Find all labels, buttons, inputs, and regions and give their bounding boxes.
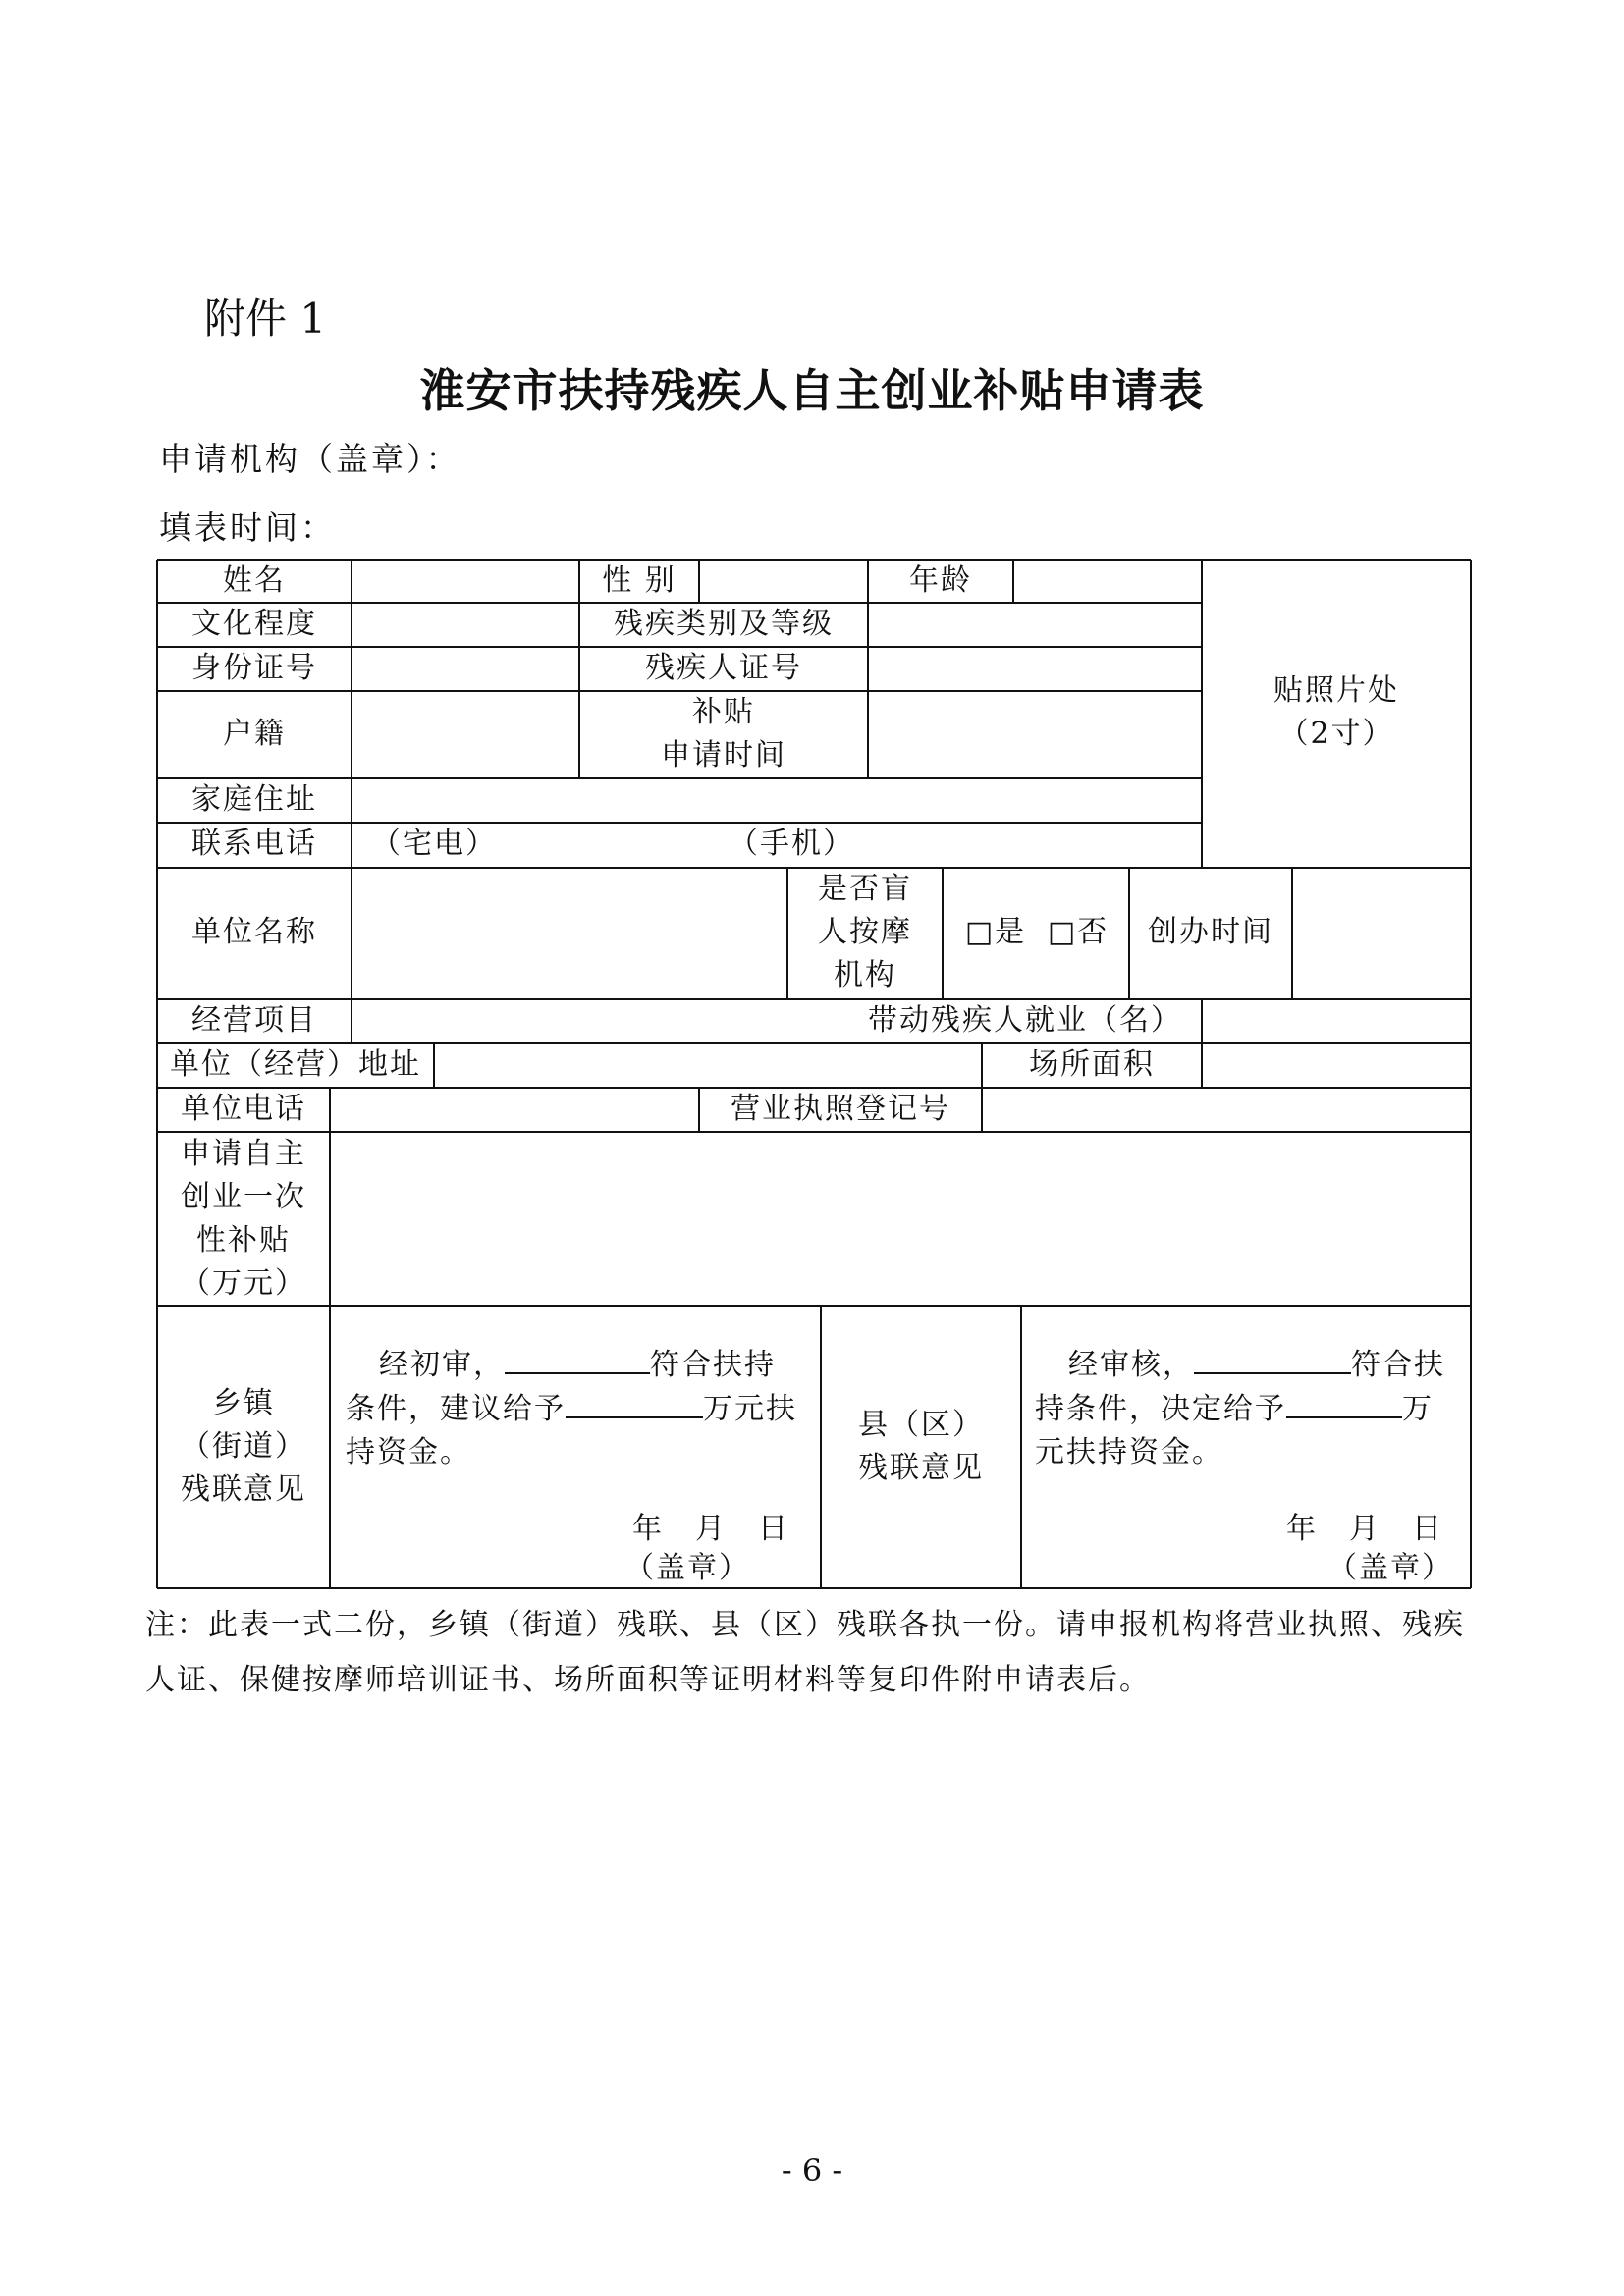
town-text-4: 万元扶: [703, 1392, 797, 1426]
town-label-2: （街道）: [181, 1429, 306, 1464]
name-label: 姓名: [223, 563, 286, 598]
county-name-blank[interactable]: [1194, 1343, 1351, 1374]
founded-time-label: 创办时间: [1148, 915, 1273, 949]
unit-phone-label: 单位电话: [181, 1092, 306, 1126]
employ-disabled-label: 带动残疾人就业（名）: [868, 1003, 1182, 1038]
attachment-label: 附件 1: [204, 294, 327, 343]
disability-type-label: 残疾类别及等级: [614, 607, 834, 641]
household-label: 户籍: [223, 717, 286, 751]
photo-size: （2寸）: [1278, 717, 1394, 751]
yes-checkbox[interactable]: □是: [964, 915, 1027, 949]
form-title: 淮安市扶持残疾人自主创业补贴申请表: [419, 364, 1205, 417]
blind-massage-label-1: 是否盲: [818, 872, 912, 906]
blind-massage-label-2: 人按摩: [818, 915, 912, 949]
education-label: 文化程度: [191, 607, 317, 641]
county-text-3: 持条件，决定给予: [1035, 1392, 1286, 1426]
county-label-1: 县（区）: [858, 1408, 984, 1442]
id-number-label: 身份证号: [191, 651, 317, 685]
town-seal: （盖章）: [624, 1551, 750, 1585]
subsidy-label-1: 申请自主: [181, 1137, 306, 1171]
town-text-3: 条件，建议给予: [346, 1392, 566, 1426]
no-checkbox[interactable]: □否: [1047, 915, 1110, 949]
subsidy-label-2: 创业一次: [181, 1180, 306, 1214]
subsidy-label-3: 性补贴: [196, 1223, 291, 1257]
county-text-2: 符合扶: [1351, 1348, 1445, 1382]
fill-time-label: 填表时间：: [159, 508, 336, 547]
age-label: 年龄: [909, 563, 972, 598]
county-text-4: 万: [1402, 1392, 1434, 1426]
town-opinion-text: [346, 1343, 817, 1474]
county-text-1: 经审核，: [1068, 1348, 1194, 1382]
county-label-2: 残联意见: [858, 1451, 984, 1485]
town-name-blank[interactable]: [505, 1343, 650, 1374]
town-text-1: 经初审，: [379, 1348, 505, 1382]
town-date: 年 月 日: [632, 1512, 789, 1546]
county-amount-blank[interactable]: [1286, 1387, 1402, 1418]
town-label-1: 乡镇: [212, 1386, 275, 1420]
blind-massage-label-3: 机构: [834, 958, 896, 992]
license-no-label: 营业执照登记号: [731, 1092, 950, 1126]
subsidy-time-label-2: 申请时间: [661, 738, 786, 773]
home-phone-label: （宅电）: [371, 827, 497, 861]
address-label: 家庭住址: [191, 782, 317, 817]
town-amount-blank[interactable]: [566, 1387, 703, 1418]
business-item-label: 经营项目: [191, 1003, 317, 1038]
county-seal: （盖章）: [1327, 1551, 1453, 1585]
unit-name-label: 单位名称: [191, 915, 317, 949]
county-date: 年 月 日: [1286, 1512, 1443, 1546]
footnote: 注：此表一式二份，乡镇（街道）残联、县（区）残联各执一份。请申报机构将营业执照、残疾人证、保健按摩师培训证书、场所面积等证明材料等复印件附申请表后。: [145, 1608, 1465, 1697]
page-number: - 6 -: [781, 2152, 843, 2189]
subsidy-label-4: （万元）: [181, 1266, 306, 1301]
disability-cert-label: 残疾人证号: [645, 651, 802, 685]
gender-label: 性 别: [602, 563, 677, 598]
applicant-org-label: 申请机构（盖章）：: [159, 440, 461, 478]
unit-address-label: 单位（经营）地址: [170, 1047, 421, 1082]
town-label-3: 残联意见: [181, 1472, 306, 1507]
county-opinion-text: [1035, 1343, 1471, 1474]
site-area-label: 场所面积: [1029, 1047, 1155, 1082]
town-text-2: 符合扶持: [650, 1348, 776, 1382]
mobile-label: （手机）: [729, 827, 854, 861]
town-text-5: 持资金。: [346, 1435, 471, 1469]
subsidy-time-label-1: 补贴: [692, 695, 755, 729]
photo-label: 贴照片处: [1273, 673, 1399, 708]
phone-label: 联系电话: [191, 827, 317, 861]
county-text-5: 元扶持资金。: [1035, 1435, 1223, 1469]
